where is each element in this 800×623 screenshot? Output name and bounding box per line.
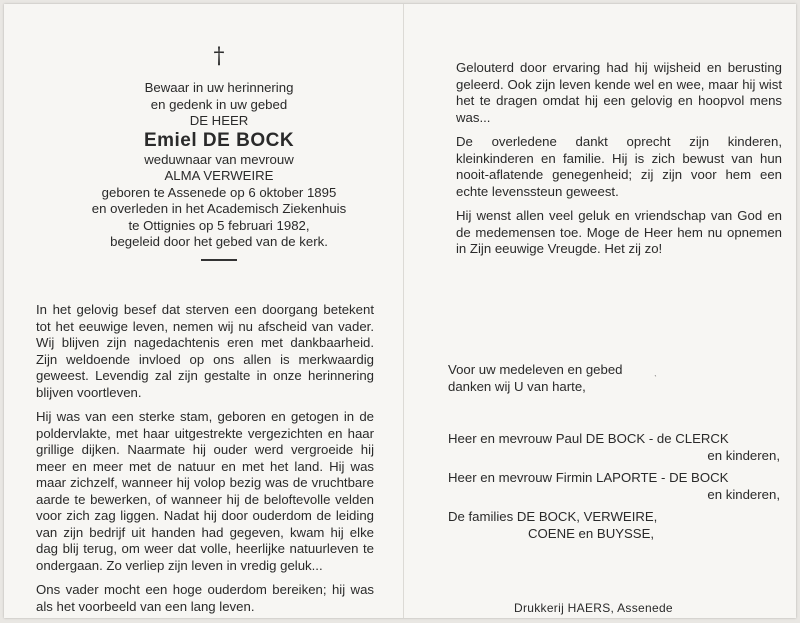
left-paragraph-2: Hij was van een sterke stam, geboren en getogen in de poldervlakte, met haar uitgestrekte vergezichten en haar grillige dijken. Naarmate hij ouder werd vergroeide hij meer en meer met de natuur en met het land. Hij was maar zichzelf, wanneer hij volop bezig was de vruchtbare aarde te bewerken, of wanneer hij de beloftevolle velden voor zich zag liggen. Nadat hij door ouderdom de leiding van zijn bedrijf uit handen had gegeven, kwam hij elke dag blij terug, om weer dat volle, heerlijke natuurleven te ondergaan. Zo verliep zijn leven in vredig geluk... <box>36 409 374 573</box>
spouse-name: ALMA VERWEIRE <box>164 168 274 183</box>
family-1-kids: en kinderen, <box>707 447 780 463</box>
header-line-1: Bewaar in uw herinnering <box>144 80 294 95</box>
birth-line: geboren te Assenede op 6 oktober 1895 <box>101 184 337 200</box>
families-block <box>448 431 780 542</box>
stray-mark: ˋ <box>654 374 657 384</box>
right-paragraph-3: Hij wenst allen veel geluk en vriendschap van God en de medemensen toe. Moge de Heer hem nu opnemen in Zijn eeuwige Vreugde. Het zij zo! <box>456 208 782 256</box>
family-3a: De families DE BOCK, VERWEIRE, <box>448 509 658 524</box>
death-line-1: en overleden in het Academisch Ziekenhuis <box>91 201 347 216</box>
card-fold <box>403 4 404 618</box>
family-1: Heer en mevrouw Paul DE BOCK - de CLERCK <box>448 431 729 446</box>
widower-line: weduwnaar van mevrouw <box>144 151 294 167</box>
cross-icon: † <box>213 44 225 69</box>
right-text <box>456 60 782 266</box>
memorial-card <box>4 4 796 618</box>
thanks-line-2: danken wij U van harte, <box>448 378 586 394</box>
header-title: DE HEER <box>189 113 249 128</box>
church-line: begeleid door het gebed van de kerk. <box>110 234 328 249</box>
divider <box>201 259 237 261</box>
right-paragraph-1: Gelouterd door ervaring had hij wijsheid en berusting geleerd. Ook zijn leven kende wel en wee, maar hij wist het te dragen omdat hij een gelovig en hoopvol mens was... <box>456 60 782 125</box>
header-line-2: en gedenk in uw gebed <box>150 96 288 112</box>
left-paragraph-3: Ons vader mocht een hoge ouderdom bereiken; hij was als het voorbeeld van een lang leven. <box>36 582 374 614</box>
family-2-kids: en kinderen, <box>707 486 780 502</box>
death-line-2: te Ottignies op 5 februari 1982, <box>128 217 310 233</box>
left-paragraph-1: In het gelovig besef dat sterven een doorgang betekent tot het eeuwige leven, nemen wij nu afscheid van vader. Wij blijven zijn nagedachtenis eren met dankbaarheid. Zijn weldoende invloed op ons allen is merkwaardig geweest. Levendig zal zijn gestalte in onze herinnering blijven voortleven. <box>36 302 374 400</box>
family-3b: COENE en BUYSSE, <box>528 525 655 541</box>
family-2: Heer en mevrouw Firmin LAPORTE - DE BOCK <box>448 470 729 485</box>
left-text <box>36 302 374 623</box>
thanks-line-1: Voor uw medeleven en gebed <box>448 362 623 377</box>
printer-credit: Drukkerij HAERS, Assenede <box>514 601 673 615</box>
right-paragraph-2: De overledene dankt oprecht zijn kinderen, kleinkinderen en familie. Hij is zich bewust van hun nooit-aflatende genegenheid; zij zijn voor hem een echte levenssteun geweest. <box>456 134 782 199</box>
thanks-block <box>448 362 748 395</box>
header-block <box>64 44 374 261</box>
deceased-name: Emiel DE BOCK <box>143 129 295 151</box>
